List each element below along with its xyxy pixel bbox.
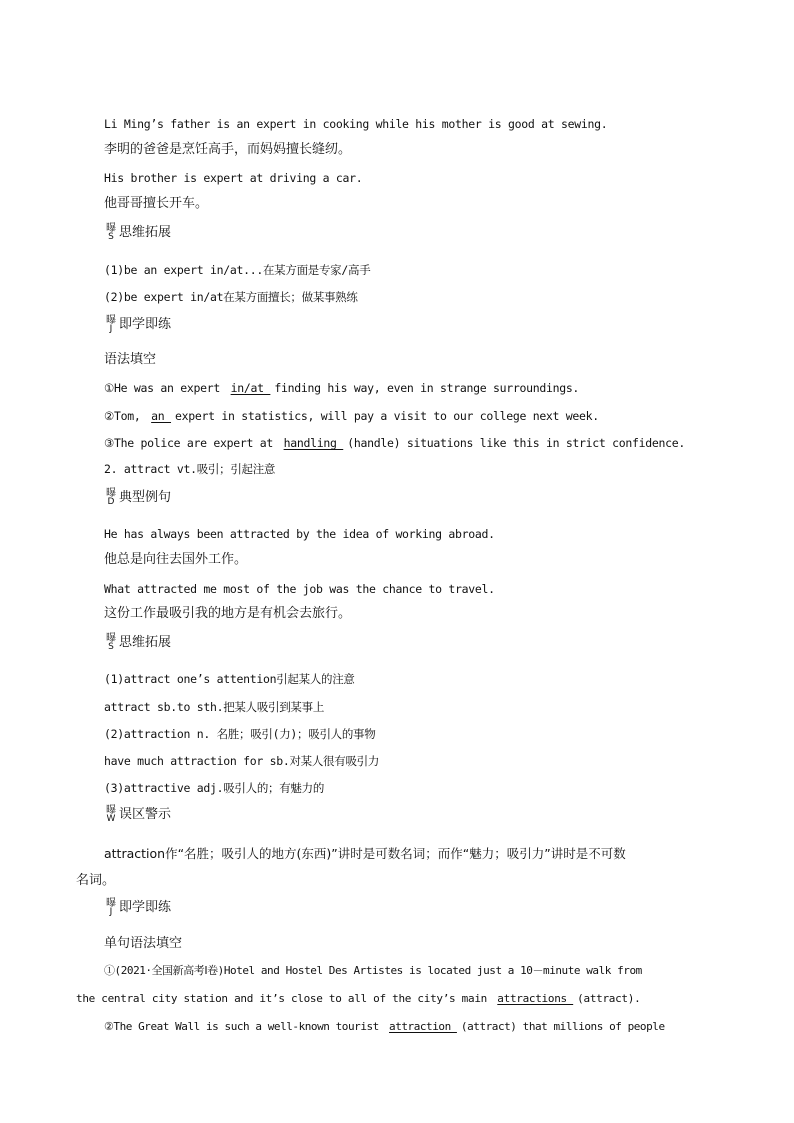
badge-icon: 曝 S: [106, 223, 116, 242]
example-sentence-en: His brother is expert at driving a car.: [104, 171, 363, 185]
exercise-subtitle: 语法填空: [104, 352, 157, 367]
section-heading-warning: [104, 806, 171, 824]
warning-text: 名词。: [76, 873, 116, 888]
example-sentence-en: He has always been attracted by the idea of working abroad.: [104, 527, 495, 541]
answer-blank: attraction: [389, 1020, 457, 1033]
section-heading-typical: [104, 489, 171, 507]
example-translation-cn: 李明的爸爸是烹饪高手，而妈妈擅长缝纫。: [104, 142, 352, 157]
section-heading-practice: [104, 899, 171, 917]
badge-icon: 曝 J: [106, 315, 116, 334]
word-heading: 2. attract vt.吸引；引起注意: [104, 462, 276, 476]
section-heading-extension: [104, 224, 171, 242]
section-title: 思维拓展: [119, 225, 172, 240]
badge-icon: 曝 S: [106, 633, 116, 652]
section-title: 即学即练: [119, 317, 172, 332]
answer-blank: attractions: [497, 992, 574, 1005]
exercise-question: ②The Great Wall is such a well-known tourist attraction (attract) that millions of people: [104, 1020, 665, 1033]
exercise-question: ①(2021·全国新高考Ⅰ卷)Hotel and Hostel Des Artistes is located just a 10－minute walk from: [104, 964, 642, 977]
extension-item: (2)be expert in/at在某方面擅长；做某事熟练: [104, 290, 358, 304]
example-sentence-en: What attracted me most of the job was the chance to travel.: [104, 582, 495, 596]
answer-blank: handling: [283, 436, 344, 450]
example-sentence-en: Li Ming’s father is an expert in cooking while his mother is good at sewing.: [104, 117, 608, 131]
exercise-question: ③The police are expert at handling (handle) situations like this in strict confidence.: [104, 436, 686, 450]
exercise-question: the central city station and it’s close to all of the city’s main attractions (attract).: [76, 992, 641, 1005]
extension-item: (1)be an expert in/at...在某方面是专家/高手: [104, 263, 371, 277]
section-title: 典型例句: [119, 490, 172, 505]
exercise-subtitle: 单句语法填空: [104, 936, 183, 951]
extension-item: have much attraction for sb.对某人很有吸引力: [104, 754, 380, 768]
section-title: 即学即练: [119, 900, 172, 915]
section-title: 思维拓展: [119, 635, 172, 650]
answer-blank: an: [151, 409, 172, 423]
section-heading-practice: [104, 316, 171, 334]
badge-icon: 曝 J: [106, 898, 116, 917]
extension-item: (1)attract one’s attention引起某人的注意: [104, 672, 355, 686]
badge-icon: 曝 D: [106, 488, 116, 507]
exercise-question: ①He was an expert in/at finding his way, even in strange surroundings.: [104, 381, 580, 395]
answer-blank: in/at: [230, 381, 271, 395]
extension-item: (3)attractive adj.吸引人的；有魅力的: [104, 781, 325, 795]
section-title: 误区警示: [119, 807, 172, 822]
badge-icon: 曝 W: [106, 805, 116, 824]
warning-text: attraction作“名胜；吸引人的地方(东西)”讲时是可数名词；而作“魅力；吸引力”讲时是不可数: [104, 846, 626, 861]
extension-item: (2)attraction n. 名胜；吸引(力)；吸引人的事物: [104, 727, 376, 741]
extension-item: attract sb.to sth.把某人吸引到某事上: [104, 700, 325, 714]
exercise-question: ②Tom, an expert in statistics, will pay a visit to our college next week.: [104, 409, 599, 423]
example-translation-cn: 他总是向往去国外工作。: [104, 552, 248, 567]
example-translation-cn: 这份工作最吸引我的地方是有机会去旅行。: [104, 606, 352, 621]
section-heading-extension: [104, 634, 171, 652]
example-translation-cn: 他哥哥擅长开车。: [104, 196, 209, 211]
